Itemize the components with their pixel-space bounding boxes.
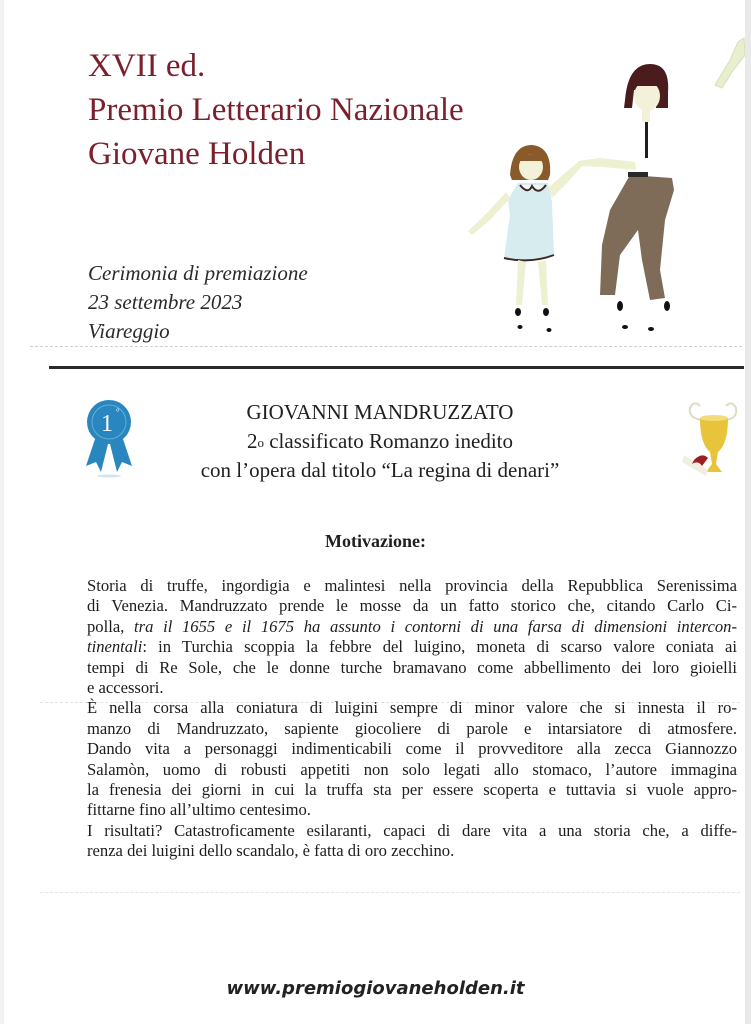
woman-trousers — [600, 175, 674, 300]
motivation-line — [87, 739, 737, 759]
motivation-line — [87, 780, 737, 800]
italic-quote: tinentali — [87, 637, 143, 657]
girl-dress — [504, 183, 554, 259]
placement: 2$^o$ classificato Romanzo inedito — [246, 429, 514, 453]
event-title — [88, 44, 464, 176]
motivation-line — [87, 821, 737, 841]
text-run: Salamòn, uomo di robusti appetiti non solo legati allo stomaco, l’autore immagina — [87, 759, 737, 779]
scan-line — [40, 892, 740, 893]
motivation-line — [87, 719, 737, 739]
winner-name: GIOVANNI MANDRUZZATO — [246, 400, 514, 424]
motivation-line — [87, 637, 737, 657]
motivation-line — [87, 698, 737, 718]
page-edge-right — [745, 0, 751, 1024]
trophy-icon — [680, 400, 740, 485]
website-link[interactable]: www.premiogiovaneholden.it — [226, 978, 525, 999]
text-run: di Venezia. Mandruzzato prende le mosse da un fatto storico che, citando Carlo Ci- — [87, 596, 737, 616]
motivation-line — [87, 841, 737, 861]
italic-quote: tra il 1655 e il 1675 ha assunto i contorni di una farsa di dimensioni intercon- — [134, 616, 737, 636]
motivation-line — [87, 800, 737, 820]
woman-tie — [645, 122, 648, 158]
text-run: I risultati? Catastroficamente esilaranti, capaci di dare vita a una storia che, a diffe- — [87, 820, 737, 840]
girl-arm-left — [468, 192, 510, 235]
text-run: fittarne fino all’ultimo centesimo. — [87, 800, 311, 820]
header-divider-rule — [49, 366, 744, 369]
ceremony-info — [88, 259, 308, 346]
text-run: È nella corsa alla coniatura di luigini sempre di minor valore che si innesta il ro- — [87, 698, 737, 718]
girl-legs — [516, 260, 548, 305]
text-run: polla, — [87, 616, 135, 636]
title-prize-name: Premio Letterario Nazionale — [88, 92, 464, 128]
title-edition: XVII ed. — [88, 48, 206, 84]
title-prize-name-2: Giovane Holden — [88, 136, 306, 172]
text-run: : in Turchia scoppia la febbre del luigino, moneta di scarso valore coniata ai — [142, 637, 737, 657]
ribbon-number: 1 — [101, 411, 113, 437]
svg-text:°: ° — [116, 407, 120, 417]
text-run: tempi di Re Sole, che le donne turche bramavano come abbellimento dei loro gioielli — [87, 657, 737, 677]
motivation-line — [87, 596, 737, 616]
ceremony-label: Cerimonia di premiazione — [88, 261, 308, 285]
text-run: e accessori. — [87, 678, 164, 698]
text-run: Storia di truffe, ingordigia e malintesi nella provincia della Repubblica Serenissima — [87, 576, 737, 595]
dancers-illustration — [460, 30, 745, 340]
award-info — [150, 398, 610, 485]
girl-arm-right — [548, 162, 582, 198]
motivation-line — [87, 617, 737, 637]
ceremony-location: Viareggio — [88, 319, 170, 343]
page-edge-left — [0, 0, 4, 1024]
motivation-line — [87, 760, 737, 780]
motivation-line — [87, 678, 737, 698]
text-run: la frenesia dei giorni in cui la truffa sta per essere scoperta e tuttavia si vuole appro- — [87, 780, 737, 800]
text-run: manzo di Mandruzzato, sapiente giocoliere di parole e intarsiatore di atmosfere. — [87, 718, 737, 738]
motivation-line — [87, 576, 737, 596]
work-title: con l’opera dal titolo “La regina di denari” — [200, 458, 560, 482]
motivation-line — [87, 658, 737, 678]
motivation-text — [87, 576, 737, 862]
text-run: Dando vita a personaggi indimenticabili come il provveditore alla zecca Giannozzo — [87, 739, 737, 759]
motivation-heading: Motivazione: — [325, 531, 426, 551]
text-run: renza dei luigini dello scandalo, è fatta di oro zecchino. — [87, 841, 455, 861]
header-divider-faint — [30, 346, 742, 347]
ceremony-date: 23 settembre 2023 — [88, 290, 243, 314]
woman-raised-arm — [715, 38, 745, 88]
woman-arm — [578, 158, 636, 170]
first-place-ribbon-icon — [84, 398, 134, 478]
